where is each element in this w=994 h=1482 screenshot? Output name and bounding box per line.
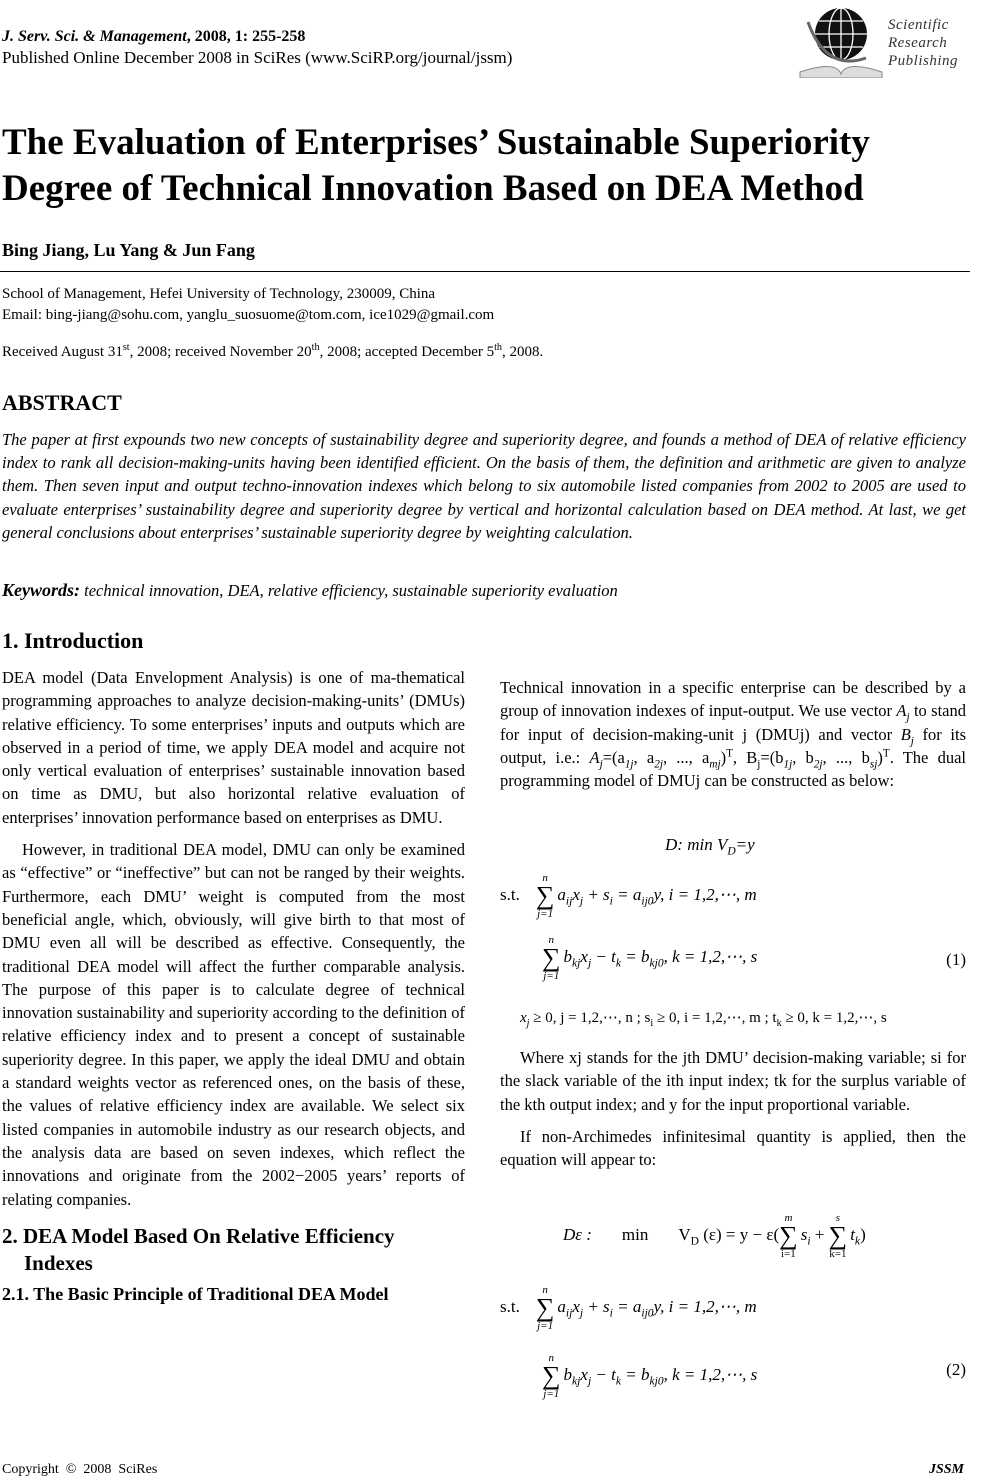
equation-model-d [665,835,755,858]
t: x [580,946,588,966]
t: ) [860,1224,866,1244]
t: n [542,1284,548,1296]
t: =(b [760,747,784,767]
email-line: Email: bing-jiang@sohu.com, yanglu_suosuome@tom.com, ice1029@gmail.com [2,307,495,323]
globe-book-icon [796,2,886,78]
t: kj [572,956,581,970]
t: ∑ [542,943,561,972]
t: kj0 [649,956,664,970]
t: kj0 [649,1374,664,1388]
t: th [311,342,320,353]
equation-number: (2) [946,1360,966,1379]
t: ∑ [779,1221,798,1250]
t: j [587,956,592,970]
keywords [2,580,618,601]
t: , k = 1,2,⋯, s [663,946,758,966]
equation-1-line-1 [500,872,757,920]
t: , 2008. [502,344,544,360]
t: for its output, i.e.: [500,724,966,767]
t: + [814,1224,825,1244]
t: i=1 [781,1248,796,1260]
t: T [882,747,890,760]
t: j=1 [543,970,560,982]
affiliation: School of Management, Hefei University of Technology, 230009, China [2,286,436,302]
sum-symbol [536,1284,555,1332]
t: n [548,934,555,946]
t: n [548,1352,555,1364]
t: k [854,1234,861,1248]
t: i [650,1018,654,1029]
t: 1j [624,758,634,771]
sum-symbol [829,1212,848,1260]
equation-number: (1) [946,950,966,969]
t: V [678,1224,691,1244]
t: Technical innovation in a specific enterprise can be described by a group of innovation indexes of input-output. We use vector [500,678,966,721]
t: i [807,1234,811,1248]
t: , b [792,747,814,767]
section-heading-dea-model: 2. DEA Model Based On Relative Efficiency Indexes [2,1223,395,1275]
t: ) [720,747,727,767]
t: Received August 31 [2,344,123,360]
publisher-name [888,16,958,70]
t: . The dual programming model of DMUj can be constructed as below: [500,747,967,791]
t: j=1 [537,908,554,920]
equation-1-line-2 [542,934,757,982]
t: T [726,747,733,760]
t: , B [732,747,758,767]
t: s [800,1224,808,1244]
t: i [609,1306,613,1320]
t: a [557,884,566,904]
t: Dε : [563,1224,592,1244]
sum-symbol [536,872,555,920]
t: =(a [602,747,625,767]
t: k [776,1018,782,1029]
t: k=1 [829,1248,847,1260]
paragraph: Where xj stands for the jth DMU’ decision-making variable; si for the slack variable of the ith input index; tk for the surplus variable of the kth output index; and y for the input proportional variable. [500,1048,966,1114]
t: D [690,1234,699,1248]
t: k [615,1374,621,1388]
t: , a [633,747,655,767]
t: st [122,342,130,353]
t: y, i = 1,2,⋯, m [653,884,757,904]
t: ≥ 0, j = 1,2,⋯, n ; s [533,1010,651,1026]
t: 2j [654,758,663,771]
footer-journal: JSSM [928,1462,964,1477]
t: i [609,894,613,908]
t: ∑ [828,1221,848,1250]
subsection-heading: 2.1. The Basic Principle of Traditional DEA Model [2,1283,389,1304]
t: j [579,1306,584,1320]
t: = b [621,946,650,966]
equation-2-line-2 [542,1352,757,1400]
t: , ..., a [662,747,710,767]
t: A [896,701,907,721]
t: − t [591,946,616,966]
t: y, i = 1,2,⋯, m [653,1296,757,1316]
st-label: s.t. [500,884,520,904]
t: t [850,1224,855,1244]
t: j [906,711,910,724]
affiliation-block [2,284,494,326]
keywords-text: technical innovation, DEA, relative efficiency, sustainable superiority evaluation [84,581,618,600]
t: th [494,342,503,353]
equation-2-line-1 [500,1284,757,1332]
t: m [784,1212,793,1224]
paragraph [500,676,966,792]
sum-symbol [542,1352,561,1400]
section-heading-introduction: 1. Introduction [2,628,144,653]
t: sj [869,758,878,771]
t: ≥ 0, k = 1,2,⋯, s [781,1010,887,1026]
authors: Bing Jiang, Lu Yang & Jun Fang [2,240,255,260]
t: + s [583,1296,610,1316]
t: ) [877,747,883,767]
t: j [526,1018,530,1029]
t: − t [591,1364,616,1384]
t: ij0 [641,894,654,908]
t: b [563,1364,573,1384]
t: ij0 [641,1306,654,1320]
t: min [621,1224,649,1244]
t: B [900,724,911,744]
t: ∑ [535,1293,555,1322]
t: = a [612,884,642,904]
abstract-heading: ABSTRACT [2,390,122,415]
t: n [542,872,548,884]
t: ∑ [535,881,555,910]
logo-line: Publishing [888,53,959,69]
t: j=1 [537,1320,554,1332]
journal-volume: , 2008, 1: 255-258 [186,28,306,45]
t: s [835,1212,841,1224]
t: to stand for input of decision-making-unit j (DMUj) and vector [500,701,966,744]
t: j [910,734,914,747]
t: j=1 [543,1388,560,1400]
t: , ..., b [822,747,870,767]
t: kj [572,1374,581,1388]
t: ∑ [542,1361,561,1390]
t: mj [709,758,721,771]
t: , 2008; accepted December 5 [319,344,495,360]
paragraph: However, in traditional DEA model, DMU can only be examined as “effective” or “ineffective” but can not be ranged by their weights. Furthermore, each DMU’ weight is computed from the most beneficial angle, which, obviously, will give birth to that most of DMU even all will be described as effective. Consequently, the traditional DEA model will affect the further comparable analysis. The purpose of this paper is to calculate degree of technical innovation sustainability and superiority according to the definition of relative efficiency index and to present a concept of sustainable superiority degree. In this paper, we apply the ideal DMU and obtain a standard weights vector as referenced ones, on the basis of these, the values of relative efficiency index are available. We select six listed companies in automobile industry as our research objects, and the analysis data are based on seven indexes, which reflect the innovations and originate from the 2002−2005 years’ reports of relating companies. [2,840,465,1209]
t: b [563,946,573,966]
right-column-cont [500,1046,966,1171]
t: j [599,758,603,771]
t: (ε) = y − ε( [703,1224,780,1244]
t: D [727,844,736,858]
equation-d-epsilon [563,1212,866,1260]
t: A [589,747,600,767]
t: = a [612,1296,642,1316]
t: ij [565,1306,573,1320]
t: 1j [783,758,793,771]
paragraph: If non-Archimedes infinitesimal quantity is applied, then the equation will appear to: [500,1126,966,1170]
copyright: Copyright © 2008 SciRes [2,1462,158,1477]
keywords-label: Keywords: [2,580,80,600]
published-line: Published Online December 2008 in SciRes (www.SciRP.org/journal/jssm) [2,48,513,67]
t: x [572,884,580,904]
t: a [557,1296,566,1316]
t: j [579,894,584,908]
t: x [580,1364,588,1384]
t: , k = 1,2,⋯, s [663,1364,758,1384]
divider [0,271,970,272]
received-dates [2,344,543,361]
right-column [500,666,966,792]
t: j [757,758,761,771]
t: , 2008; received November 20 [129,344,312,360]
t: ≥ 0, i = 1,2,⋯, m ; t [653,1010,777,1026]
paragraph: DEA model (Data Envelopment Analysis) is one of ma-thematical programming approaches to analyze decision-making-units’ (DMUs) relative efficiency. To some enterprises’ inputs and outputs which are observed in a period of time, we apply DEA model and acquire not only vertical evaluation of enterprises’ sustainable innovation based on time as DMU, but also horizontal relative evaluation of enterprises’ innovation performance based on enterprises as DMU. [2,668,465,827]
journal-citation [2,28,305,46]
t: j [587,1374,592,1388]
logo-line: Scientific [888,17,949,33]
t: k [615,956,621,970]
st-label: s.t. [500,1296,520,1316]
paper-title: The Evaluation of Enterprises’ Sustainable Superiority Degree of Technical Innovation Based on DEA Method [2,122,870,209]
footer [2,1462,964,1478]
t: x [572,1296,580,1316]
equation-1-constraints [520,1008,887,1027]
t: =y [735,835,755,854]
abstract-text: The paper at first expounds two new concepts of sustainability degree and superiority degree, and founds a method of DEA of relative efficiency index to rank all decision-making-units having been identified efficient. On the basis of them, the definition and arithmetic are given to analyze them. Then seven input and output techno-innovation indexes which belong to six automobile listed companies from 2002 to 2005 are used to evaluate enterprises’ sustainability degree and superiority degree by vertical and horizontal calculation based on DEA method. At last, we get general conclusions about enterprises’ sustainable superiority degree by weighting calculation. [2,430,966,542]
t: ij [565,894,573,908]
t: + s [583,884,610,904]
left-column [2,666,465,1306]
t: D: min V [665,835,728,854]
publisher-logo [796,2,976,78]
t: 2j [813,758,823,771]
t: = b [621,1364,650,1384]
t: x [520,1010,527,1026]
sum-symbol [779,1212,798,1260]
logo-line: Research [888,35,948,51]
sum-symbol [542,934,561,982]
journal-name: J. Serv. Sci. & Management [2,28,187,45]
